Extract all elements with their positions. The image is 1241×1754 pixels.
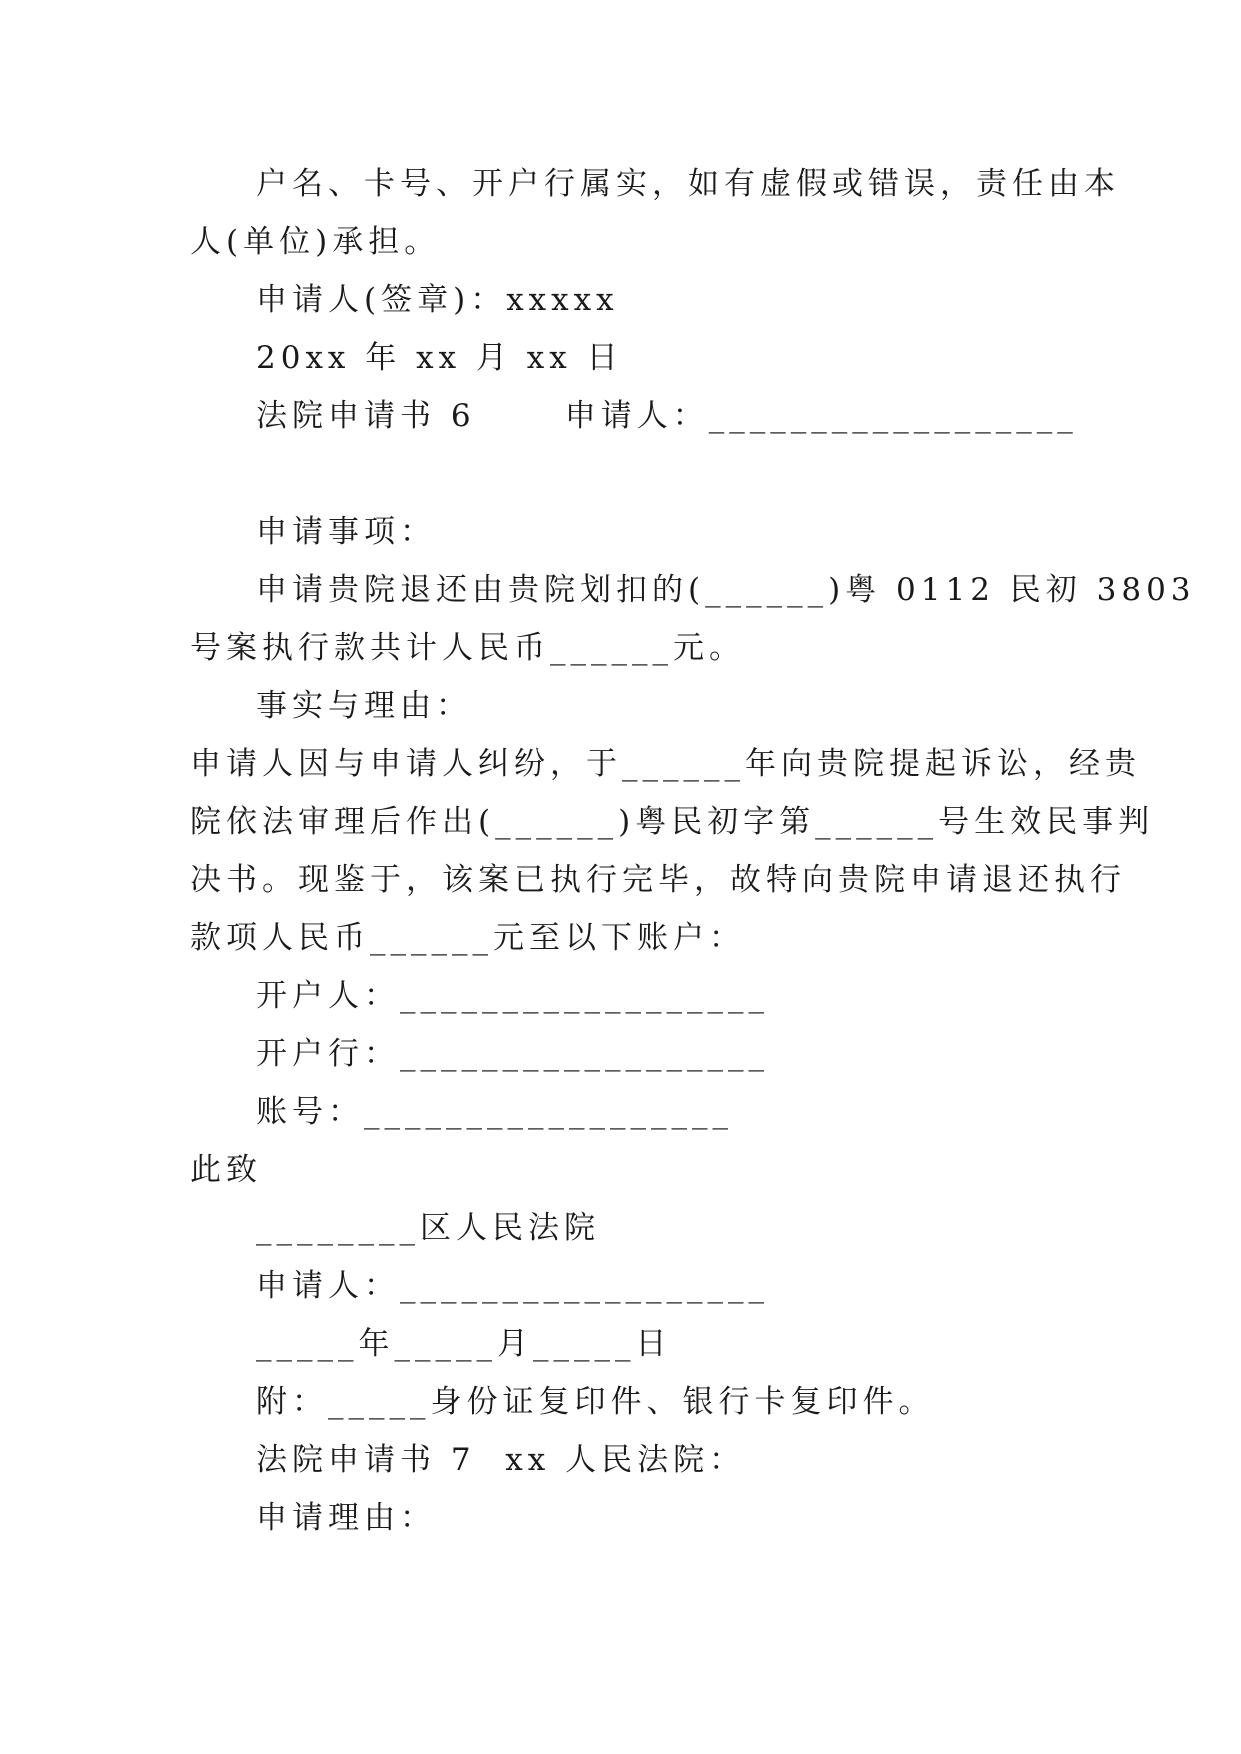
section-heading: 申请理由：: [256, 1500, 436, 1536]
text-line: 人(单位)承担。: [190, 224, 441, 260]
account-number-line: 账号：__________________: [256, 1094, 733, 1130]
salutation: 此致: [190, 1152, 262, 1188]
bank-line: 开户行：__________________: [256, 1036, 769, 1072]
text-line: 20xx 年 xx 月 xx 日: [256, 340, 623, 376]
text-line: 院依法审理后作出(______)粤民初字第______号生效民事判: [190, 804, 1155, 840]
text-line: 决书。现鉴于，该案已执行完毕，故特向贵院申请退还执行: [190, 862, 1126, 898]
section-heading: 事实与理由：: [256, 688, 472, 724]
text-line: 款项人民币______元至以下账户：: [190, 920, 745, 956]
text-line: 申请贵院退还由贵院划扣的(______)粤 0112 民初 3803: [256, 572, 1196, 608]
date-line: _____年_____月_____日: [256, 1326, 672, 1362]
text-line: 申请人(签章)：xxxxx: [256, 282, 619, 318]
text-line: 户名、卡号、开户行属实，如有虚假或错误，责任由本: [256, 166, 1120, 202]
text-line: 法院申请书 6 申请人：__________________: [256, 398, 1078, 434]
text-line: 法院申请书 7 xx 人民法院：: [256, 1442, 746, 1478]
section-heading: 申请事项：: [256, 514, 436, 550]
applicant-line: 申请人：__________________: [256, 1268, 769, 1304]
text-line: 申请人因与申请人纠纷，于______年向贵院提起诉讼，经贵: [190, 746, 1141, 782]
attachment-line: 附：_____身份证复印件、银行卡复印件。: [256, 1384, 935, 1420]
account-holder-line: 开户人：__________________: [256, 978, 769, 1014]
text-line: 号案执行款共计人民币______元。: [190, 630, 745, 666]
court-line: ________区人民法院: [256, 1210, 600, 1246]
